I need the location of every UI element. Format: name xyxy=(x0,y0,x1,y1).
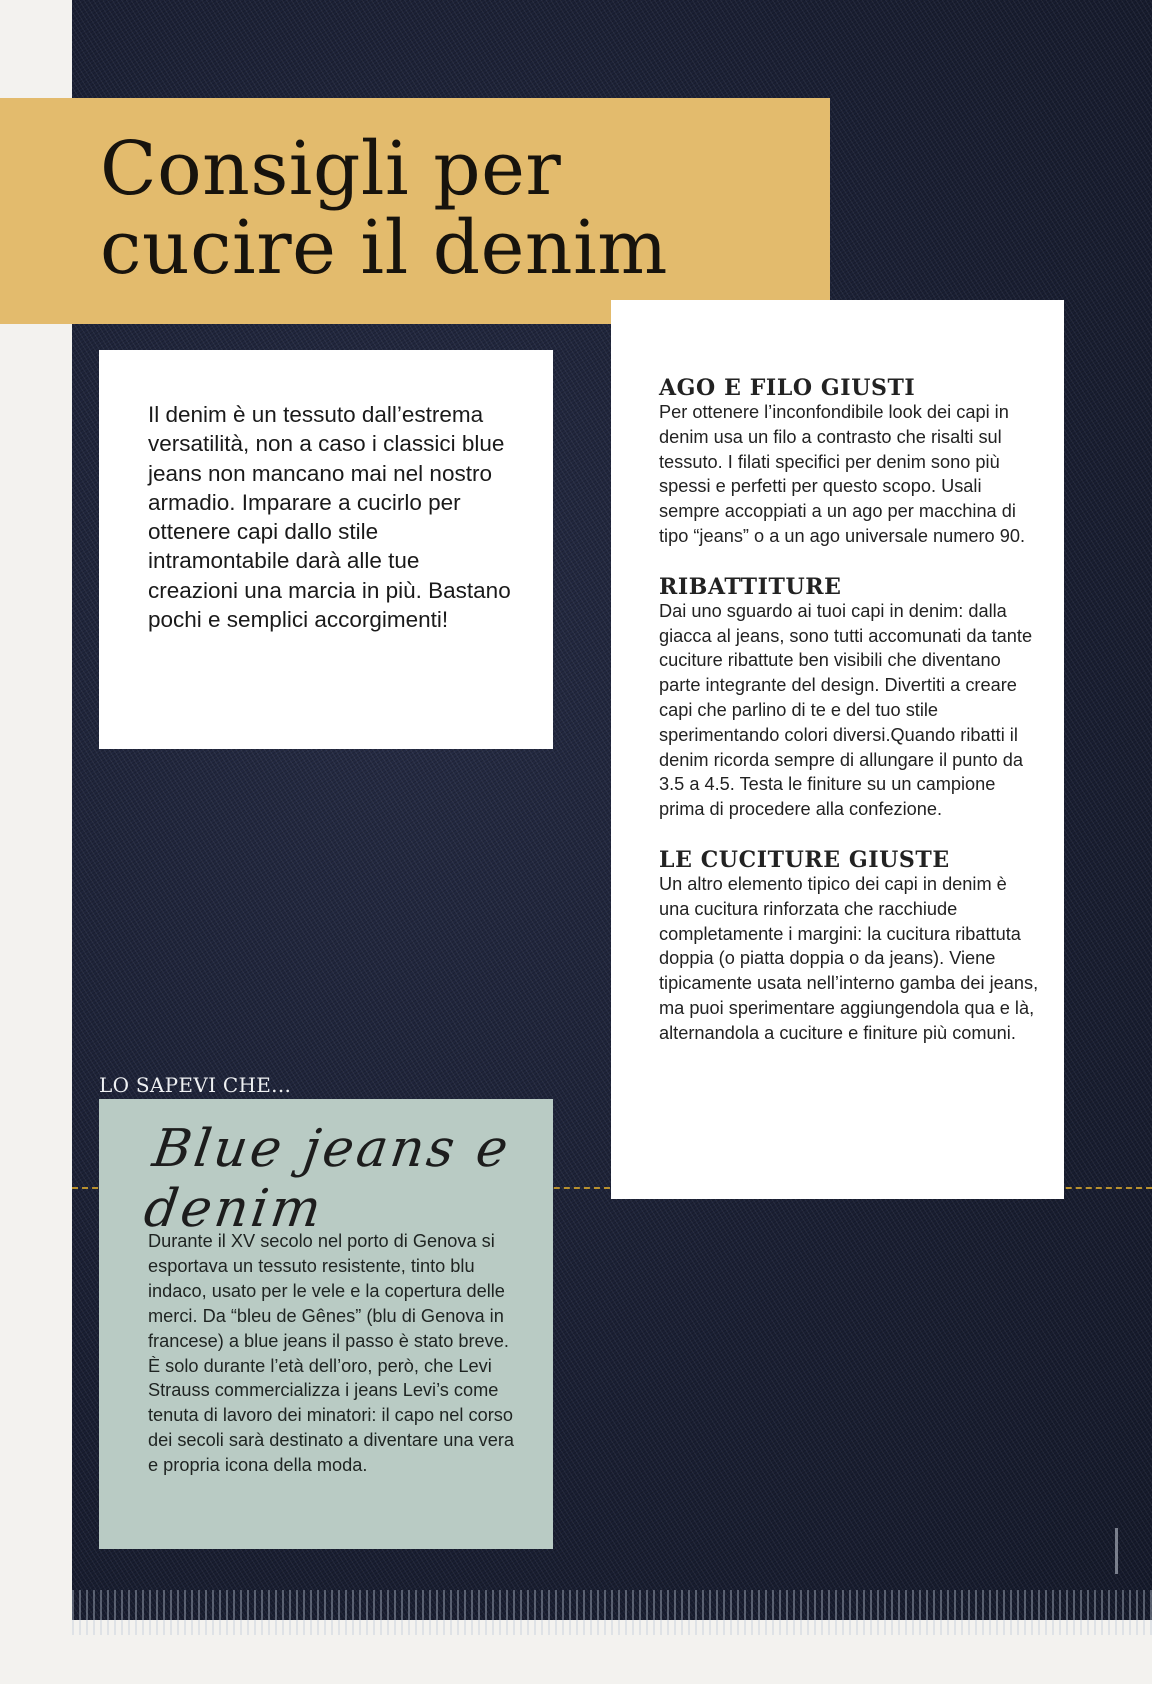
section-ago-e-filo xyxy=(659,376,1042,549)
intro-text: Il denim è un tessuto dall’estrema versatilità, non a caso i classici blue jeans non mancano mai nel nostro armadio. Imparare a cucirlo per ottenere capi dallo stile intramontabile darà alle tue creazioni una marcia in più. Bastano pochi e semplici accorgimenti! xyxy=(148,402,511,633)
loose-thread xyxy=(1115,1528,1118,1574)
script-title: Blue jeans e denim xyxy=(140,1119,515,1239)
title-line-2: cucire il denim xyxy=(100,205,668,291)
title-line-1: Consigli per xyxy=(100,126,562,212)
intro-box xyxy=(99,350,553,749)
did-you-know-box xyxy=(99,1099,553,1549)
denim-fringe xyxy=(72,1590,1152,1635)
did-you-know-text: Durante il XV secolo nel porto di Genova si esportava un tessuto resistente, tinto blu indaco, usato per le vele e la copertura delle merci. Da “bleu de Gênes” (blu di Genova in francese) a blue jeans il passo è stato breve. È solo durante l’età dell’oro, però, che Levi Strauss commercializza i jeans Levi’s come tenuta di lavoro dei minatori: il capo nel corso dei secoli sarà destinato a diventare una vera e propria icona della moda. xyxy=(148,1231,514,1476)
section-body: Un altro elemento tipico dei capi in denim è una cucitura rinforzata che racchiude completamente i margini: la cucitura ribattuta doppia (o piatta doppia o da jeans). Viene tipicamente usata nell’interno gamba dei jeans, ma puoi sperimentare aggiungendola qua e là, alternandola a cuciture e finiture più comuni. xyxy=(659,873,1039,1043)
section-heading: LE CUCITURE GIUSTE xyxy=(659,846,950,873)
section-body: Dai uno sguardo ai tuoi capi in denim: dalla giacca al jeans, sono tutti accomunati da tante cuciture ribattute ben visibili che diventano parte integrante del design. Divertiti a creare capi che parlino di te e del tuo stile sperimentando colori diversi.Quando ribatti il denim ricorda sempre di allungare il punto da 3.5 a 4.5. Testa le finiture su un campione prima di procedere alla confezione. xyxy=(659,600,1033,820)
did-you-know-label: LO SAPEVI CHE... xyxy=(99,1073,292,1097)
section-body: Per ottenere l’inconfondibile look dei capi in denim usa un filo a contrasto che risalti sul tessuto. I filati specifici per denim sono più spessi e perfetti per questo scopo. Usali sempre accoppiati a un ago per macchina di tipo “jeans” o a un ago universale numero 90. xyxy=(659,402,1025,546)
tips-box xyxy=(611,300,1064,1199)
page-title xyxy=(100,126,668,291)
section-ribattiture xyxy=(659,575,1042,822)
section-heading: RIBATTITURE xyxy=(659,573,842,600)
section-heading: AGO E FILO GIUSTI xyxy=(659,375,916,401)
section-cuciture xyxy=(659,848,1042,1046)
